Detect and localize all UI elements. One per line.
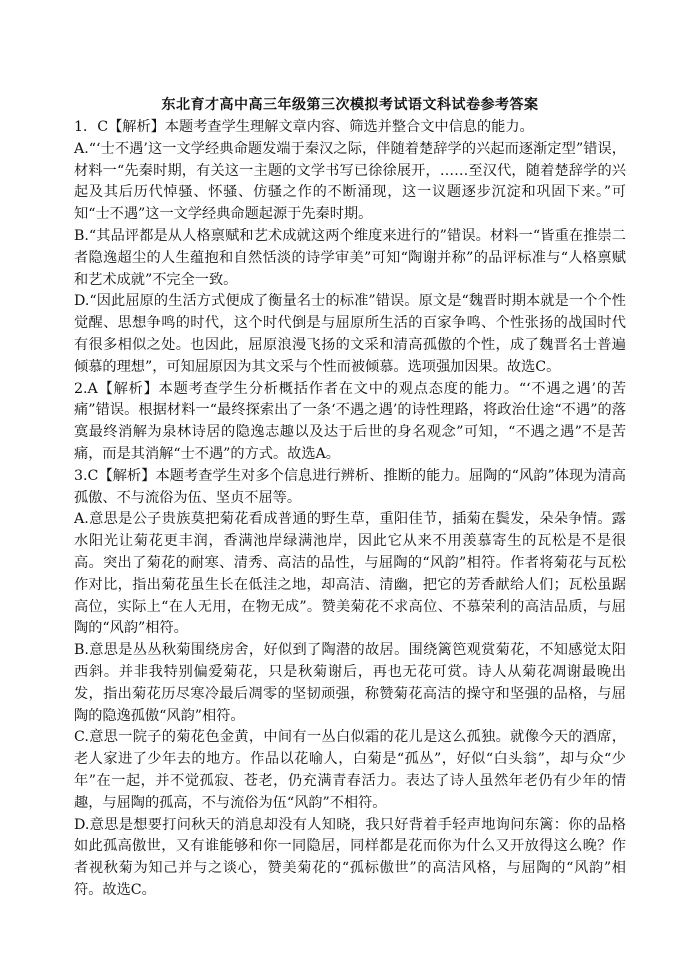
analysis-1b: B.“其品评都是从人格禀赋和艺术成就这两个维度来进行的”错误。材料一“皆重在推崇二者隐逸超尘的人生蕴抱和自然恬淡的诗学审美”可知“陶谢并称”的品评标准与“人格禀赋和艺术成就”不完全一致。: [74, 227, 626, 288]
analysis-3a: A.意思是公子贵族莫把菊花看成普通的野生草，重阳佳节，插菊在鬓发，朵朵争情。露水阳光让菊花更丰润，香满池岸绿满池岸，因此它从来不用羡慕寄生的瓦松是不是很高。突出了菊花的耐寒、清秀、高洁的品性，与屈陶的“风韵”相符。作者将菊花与瓦松作对比，指出菊花虽生长在低洼之地，却高洁、清幽，把它的芳香献给人们；瓦松虽踞高位，实际上“在人无用，在物无成”。赞美菊花不求高位、不慕荣利的高洁品质，与屈陶的“风韵”相符。: [74, 511, 626, 637]
answer-3: 3.C【解析】本题考查学生对多个信息进行辨析、推断的能力。屈陶的“风韵”体现为清高孤傲、不与流俗为伍、坚贞不屈等。: [74, 467, 626, 506]
answer-document: [74, 95, 626, 902]
analysis-1a: A.“‘士不遇’这一文学经典命题发端于秦汉之际，伴随着楚辞学的兴起而逐渐定型”错误，材料一“先秦时期，有关这一主题的文学书写已徐徐展开，……至汉代，随着楚辞学的兴起及其后历代悼骚、怀骚、仿骚之作的不断涌现，这一议题逐步沉淀和巩固下来。”可知“士不遇”这一文学经典命题起源于先秦时期。: [74, 140, 626, 223]
analysis-3b: B.意思是丛丛秋菊围绕房舍，好似到了陶潜的故居。围绕篱笆观赏菊花，不知感觉太阳西斜。并非我特别偏爱菊花，只是秋菊谢后，再也无花可赏。诗人从菊花凋谢最晚出发，指出菊花历尽寒冷最后凋零的坚韧顽强，称赞菊花高洁的操守和坚强的品格，与屈陶的隐逸孤傲“风韵”相符。: [74, 642, 626, 724]
analysis-3c: C.意思一院子的菊花色金黄，中间有一丛白似霜的花儿是这么孤独。就像今天的酒席，老人家进了少年去的地方。作品以花喻人，白菊是“孤丛”，好似“白头翁”，却与众“少年”在一起，并不觉孤寂、苍老，仍充满青春活力。表达了诗人虽然年老仍有少年的情趣，与屈陶的孤高，不与流俗为伍“风韵”不相符。: [74, 729, 626, 811]
answer-line-1: 1．C【解析】本题考查学生理解文章内容、筛选并整合文中信息的能力。: [74, 119, 534, 135]
analysis-1d: D.“因此屈原的生活方式便成了衡量名士的标准”错误。原文是“魏晋时期本就是一个个性觉醒、思想争鸣的时代，这个时代倒是与屈原所生活的百家争鸣、个性张扬的战国时代有很多相似之处。也因此，屈原浪漫飞扬的文采和清高孤傲的个性，成了魏晋名士普遍倾慕的理想”，可知屈原因为其文采与个性而被倾慕。选项强加因果。故选C。: [74, 293, 626, 375]
answer-2: 2.A【解析】本题考查学生分析概括作者在文中的观点态度的能力。“‘不遇之遇’的苦痛”错误。根据材料一“最终探索出了一条‘不遇之遇’的诗性理路，将政治仕途“不遇”的落寞最终消解为泉林诗居的隐逸志趣以及达于后世的身名观念”可知，“不遇之遇”不是苦痛，而是其消解“士不遇”的方式。故选A。: [74, 380, 626, 462]
analysis-3d: D.意思是想要打问秋天的消息却没有人知晓，我只好背着手轻声地询问东篱：你的品格如此孤高傲世，又有谁能够和你一同隐居，同样都是花而你为什么又开放得这么晚？作者视秋菊为知己并与之谈心，赞美菊花的“孤标傲世”的高洁风格，与屈陶的“风韵”相符。故选C。: [74, 816, 626, 898]
document-title: 东北育才高中高三年级第三次模拟考试语文科试卷参考答案: [161, 97, 539, 113]
